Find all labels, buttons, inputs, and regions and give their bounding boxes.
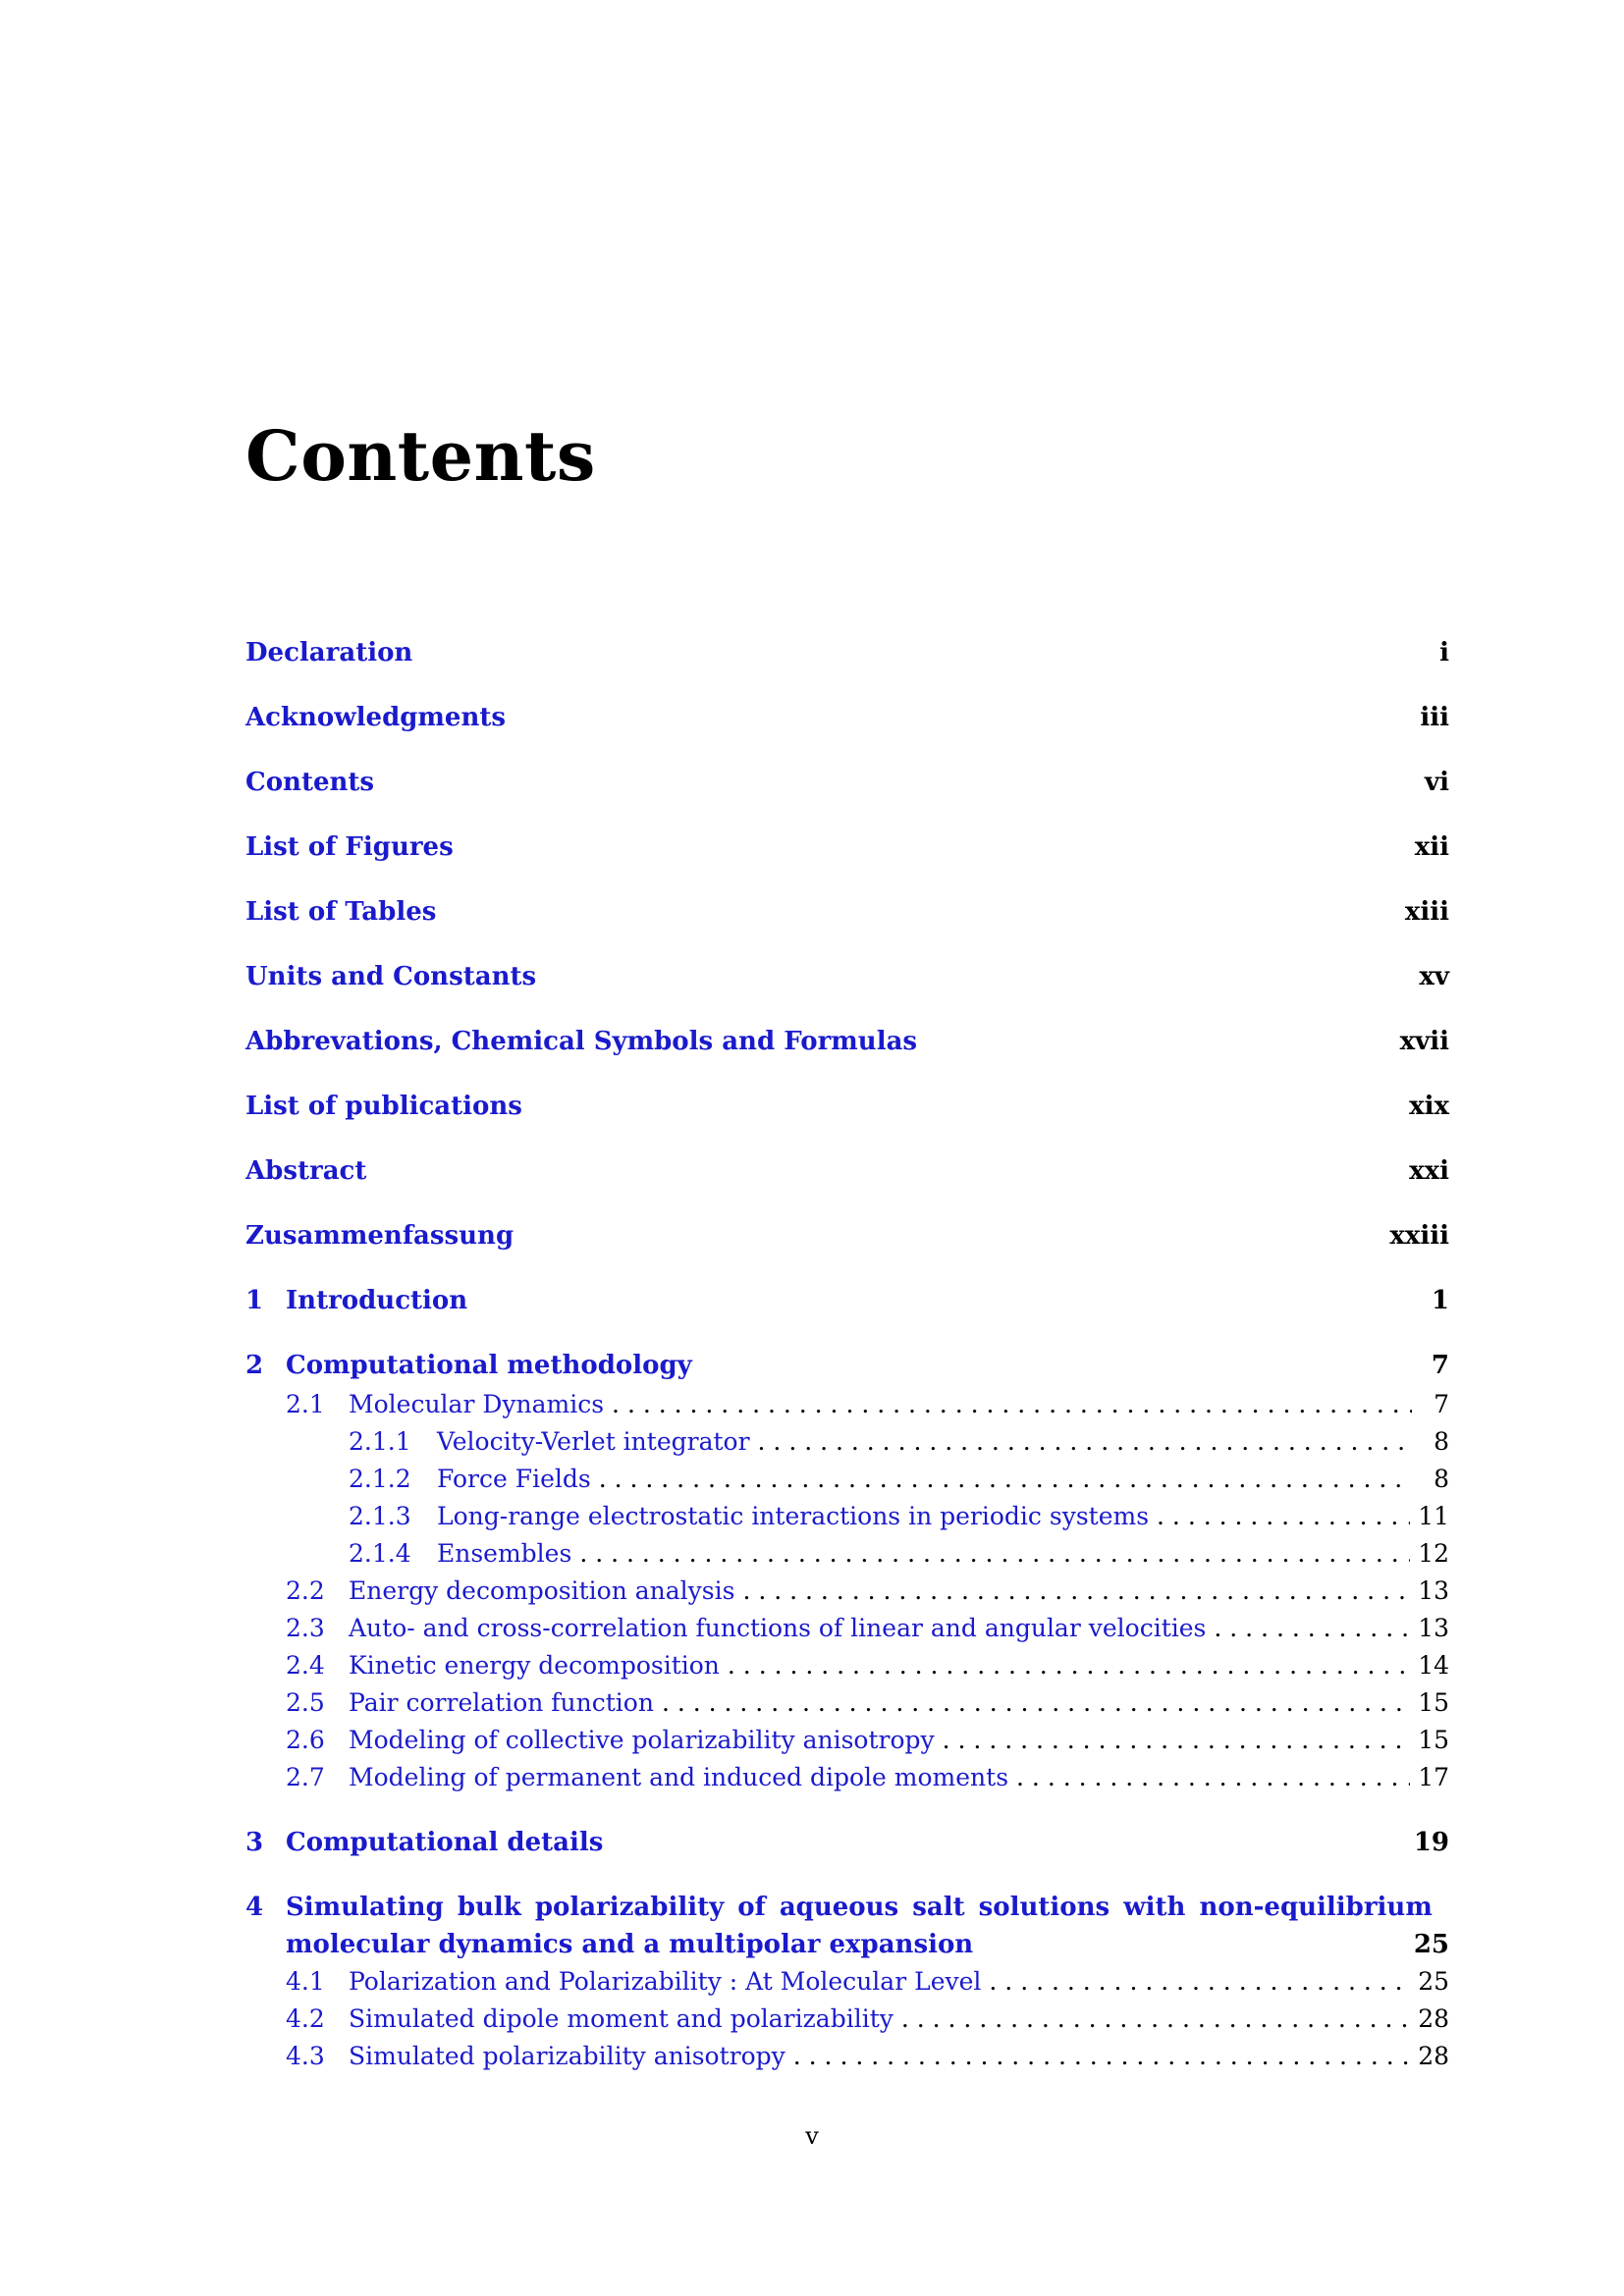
toc-entry-list-of-figures[interactable] xyxy=(245,832,1449,862)
toc-entry-label[interactable]: List of Figures xyxy=(245,832,454,862)
section-page: 12 xyxy=(1418,1539,1449,1568)
toc-entry-page: xii xyxy=(1414,832,1449,862)
section-number[interactable]: 2.1.3 xyxy=(349,1502,411,1530)
leader-dots xyxy=(579,1539,1410,1568)
section-number[interactable]: 2.2 xyxy=(286,1576,325,1605)
page-number-footer: v xyxy=(805,2122,819,2150)
section-title[interactable]: Velocity-Verlet integrator xyxy=(437,1427,750,1456)
section-number[interactable]: 2.1.4 xyxy=(349,1539,411,1568)
toc-entry-zusammenfassung[interactable] xyxy=(245,1221,1449,1251)
toc-entry-page: xv xyxy=(1419,962,1449,991)
toc-entry-page: xxi xyxy=(1409,1156,1449,1186)
section-page: 15 xyxy=(1418,1688,1449,1717)
toc-section-4-2[interactable] xyxy=(245,2004,1449,2033)
leader-dots xyxy=(728,1651,1410,1680)
toc-entry-list-of-tables[interactable] xyxy=(245,897,1449,927)
toc-section-4-3[interactable] xyxy=(245,2042,1449,2070)
section-number[interactable]: 2.1.1 xyxy=(349,1427,411,1456)
leader-dots xyxy=(901,2004,1410,2033)
section-number[interactable]: 4.1 xyxy=(286,1967,325,1996)
toc-section-2-3[interactable] xyxy=(245,1614,1449,1642)
chapter-page: 7 xyxy=(1431,1351,1449,1380)
toc-section-2-6[interactable] xyxy=(245,1726,1449,1754)
toc-entry-label[interactable]: Zusammenfassung xyxy=(245,1221,514,1251)
section-number[interactable]: 2.7 xyxy=(286,1763,325,1791)
toc-entry-label[interactable]: Units and Constants xyxy=(245,962,537,991)
section-page: 28 xyxy=(1418,2004,1449,2033)
chapter-title-line-2[interactable]: molecular dynamics and a multipolar expansion xyxy=(286,1930,974,1959)
chapter-page: 1 xyxy=(1431,1286,1449,1315)
section-page: 15 xyxy=(1418,1726,1449,1754)
leader-dots xyxy=(758,1427,1412,1456)
toc-entry-abbreviations[interactable] xyxy=(245,1027,1449,1056)
toc-entry-label[interactable]: Acknowledgments xyxy=(245,703,507,732)
leader-dots xyxy=(1214,1614,1410,1642)
chapter-page: 25 xyxy=(1413,1930,1449,1959)
toc-section-2-1-2[interactable] xyxy=(245,1465,1449,1493)
section-number[interactable]: 2.5 xyxy=(286,1688,325,1717)
toc-chapter-4-continued[interactable] xyxy=(245,1930,1449,1959)
section-title[interactable]: Force Fields xyxy=(437,1465,591,1493)
toc-entry-acknowledgments[interactable] xyxy=(245,703,1449,732)
toc-entry-page: xix xyxy=(1409,1092,1449,1121)
section-page: 8 xyxy=(1434,1465,1449,1493)
toc-entry-contents[interactable] xyxy=(245,768,1449,797)
leader-dots xyxy=(793,2042,1410,2070)
section-title[interactable]: Polarization and Polarizability : At Molecular Level xyxy=(349,1967,982,1996)
toc-entry-label[interactable]: Contents xyxy=(245,768,375,797)
toc-chapter-4[interactable] xyxy=(245,1893,1449,1922)
toc-entry-abstract[interactable] xyxy=(245,1156,1449,1186)
section-page: 14 xyxy=(1418,1651,1449,1680)
section-title[interactable]: Simulated polarizability anisotropy xyxy=(349,2042,785,2070)
section-number[interactable]: 4.2 xyxy=(286,2004,325,2033)
chapter-title[interactable]: Computational methodology xyxy=(286,1351,692,1380)
leader-dots xyxy=(1157,1502,1410,1530)
chapter-title[interactable]: Introduction xyxy=(286,1286,468,1315)
section-title[interactable]: Kinetic energy decomposition xyxy=(349,1651,720,1680)
leader-dots xyxy=(943,1726,1411,1754)
section-page: 13 xyxy=(1418,1614,1449,1642)
section-page: 17 xyxy=(1418,1763,1449,1791)
toc-entry-page: i xyxy=(1439,638,1449,667)
page-title: Contents xyxy=(245,415,596,497)
section-page: 25 xyxy=(1418,1967,1449,1996)
section-page: 13 xyxy=(1418,1576,1449,1605)
section-title[interactable]: Long-range electrostatic interactions in periodic systems xyxy=(437,1502,1150,1530)
toc-entry-page: xiii xyxy=(1404,897,1449,927)
leader-dots xyxy=(612,1390,1412,1418)
chapter-title[interactable]: Computational details xyxy=(286,1828,604,1857)
toc-chapter-1[interactable] xyxy=(245,1286,1449,1315)
section-page: 7 xyxy=(1434,1390,1449,1418)
toc-section-2-4[interactable] xyxy=(245,1651,1449,1680)
toc-entry-label[interactable]: Abbrevations, Chemical Symbols and Formulas xyxy=(245,1027,918,1056)
leader-dots xyxy=(742,1576,1410,1605)
toc-entry-label[interactable]: Abstract xyxy=(245,1156,367,1186)
section-number[interactable]: 2.4 xyxy=(286,1651,325,1680)
section-title[interactable]: Pair correlation function xyxy=(349,1688,654,1717)
toc-section-4-1[interactable] xyxy=(245,1967,1449,1996)
leader-dots xyxy=(662,1688,1410,1717)
section-title[interactable]: Modeling of permanent and induced dipole moments xyxy=(349,1763,1009,1791)
toc-entry-units-and-constants[interactable] xyxy=(245,962,1449,991)
section-title[interactable]: Molecular Dynamics xyxy=(349,1390,605,1418)
section-number[interactable]: 2.1 xyxy=(286,1390,325,1418)
toc-section-2-5[interactable] xyxy=(245,1688,1449,1717)
section-title[interactable]: Modeling of collective polarizability anisotropy xyxy=(349,1726,935,1754)
toc-section-2-1-4[interactable] xyxy=(245,1539,1449,1568)
toc-section-2-2[interactable] xyxy=(245,1576,1449,1605)
chapter-title-line-1[interactable]: Simulating bulk polarizability of aqueous salt solutions with non-equilibrium xyxy=(286,1893,1433,1922)
toc-entry-label[interactable]: List of publications xyxy=(245,1092,522,1121)
toc-chapter-3[interactable] xyxy=(245,1828,1449,1857)
toc-section-2-7[interactable] xyxy=(245,1763,1449,1791)
section-page: 8 xyxy=(1434,1427,1449,1456)
toc-chapter-2[interactable] xyxy=(245,1351,1449,1380)
chapter-number[interactable]: 1 xyxy=(245,1286,264,1315)
toc-entry-page: iii xyxy=(1420,703,1449,732)
leader-dots xyxy=(989,1967,1410,1996)
chapter-number[interactable]: 2 xyxy=(245,1351,264,1380)
toc-entry-label[interactable]: List of Tables xyxy=(245,897,437,927)
section-number[interactable]: 2.3 xyxy=(286,1614,325,1642)
section-title[interactable]: Energy decomposition analysis xyxy=(349,1576,735,1605)
section-number[interactable]: 2.1.2 xyxy=(349,1465,411,1493)
section-title[interactable]: Auto- and cross-correlation functions of linear and angular velocities xyxy=(349,1614,1207,1642)
section-page: 11 xyxy=(1418,1502,1449,1530)
toc-entry-declaration[interactable] xyxy=(245,638,1449,667)
leader-dots xyxy=(599,1465,1412,1493)
toc-section-2-1-3[interactable] xyxy=(245,1502,1449,1530)
chapter-page: 19 xyxy=(1413,1828,1449,1857)
section-title[interactable]: Simulated dipole moment and polarizability xyxy=(349,2004,893,2033)
toc-entry-list-of-publications[interactable] xyxy=(245,1092,1449,1121)
toc-section-2-1[interactable] xyxy=(245,1390,1449,1418)
toc-entry-label[interactable]: Declaration xyxy=(245,638,413,667)
leader-dots xyxy=(1016,1763,1410,1791)
section-number[interactable]: 4.3 xyxy=(286,2042,325,2070)
chapter-number[interactable]: 4 xyxy=(245,1893,264,1922)
section-number[interactable]: 2.6 xyxy=(286,1726,325,1754)
section-title[interactable]: Ensembles xyxy=(437,1539,572,1568)
chapter-number[interactable]: 3 xyxy=(245,1828,264,1857)
toc-entry-page: xxiii xyxy=(1389,1221,1449,1251)
toc-entry-page: vi xyxy=(1425,768,1449,797)
section-page: 28 xyxy=(1418,2042,1449,2070)
toc-section-2-1-1[interactable] xyxy=(245,1427,1449,1456)
toc-entry-page: xvii xyxy=(1399,1027,1449,1056)
